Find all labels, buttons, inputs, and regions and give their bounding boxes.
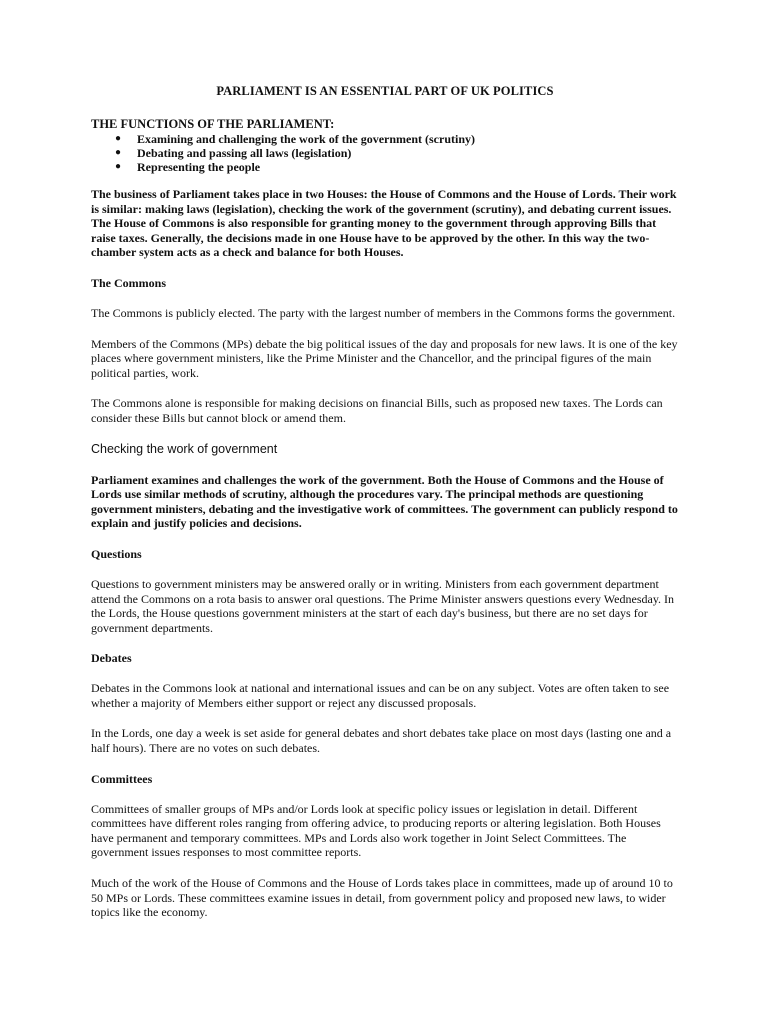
intro-paragraph: The business of Parliament takes place in two Houses: the House of Commons and the House of Lords. Their work is similar: making laws (legislation), checking the work of the government (scrutiny), and debating current issues. The House of Commons is also responsible for granting money to the government through approving Bills that raise taxes. Generally, the decisions made in one House have to be approved by the other. In this way the two-chamber system acts as a check and balance for both Houses. [91,187,677,260]
commons-paragraph-3: The Commons alone is responsible for making decisions on financial Bills, such as proposed new taxes. The Lords can consider these Bills but cannot block or amend them. [91,396,663,425]
checking-heading: Checking the work of government [91,441,278,456]
document-page [91,84,679,936]
bullet-icon: ● [115,147,122,158]
commons-heading: The Commons [91,275,167,290]
debates-paragraph-1: Debates in the Commons look at national and international issues and can be on any subject. Votes are often taken to see whether a majority of Members either support or reject any discussed proposals. [91,681,670,710]
functions-list [91,132,679,174]
committees-heading: Committees [91,771,153,786]
questions-heading: Questions [91,546,142,561]
bullet-icon: ● [115,133,122,144]
list-item: ● Debating and passing all laws (legislation) [115,146,352,160]
debates-heading: Debates [91,651,132,666]
document-title: PARLIAMENT IS AN ESSENTIAL PART OF UK POLITICS [216,84,554,98]
list-item: ● Representing the people [115,160,261,174]
bullet-icon: ● [115,161,122,172]
commons-paragraph-2: Members of the Commons (MPs) debate the big political issues of the day and proposals for new laws. It is one of the key places where government ministers, like the Prime Minister and the Chancellor, and the principal figures of the main political parties, work. [91,336,678,380]
list-item: ● Examining and challenging the work of the government (scrutiny) [115,132,476,146]
commons-paragraph-1: The Commons is publicly elected. The party with the largest number of members in the Commons forms the government. [91,305,676,320]
questions-paragraph: Questions to government ministers may be answered orally or in writing. Ministers from each government department attend the Commons on a rota basis to answer oral questions. The Prime Minister answers questions every Wednesday. In the Lords, the House questions government ministers at the start of each day's business, but there are no set days for government departments. [91,576,675,635]
debates-paragraph-2: In the Lords, one day a week is set aside for general debates and short debates take place on most days (lasting one and a half hours). There are no votes on such debates. [91,726,672,756]
checking-paragraph: Parliament examines and challenges the work of the government. Both the House of Commons and the House of Lords use similar methods of scrutiny, although the procedures vary. The principal methods are questioning government ministers, debating and the investigative work of committees. The government can publicly respond to explain and justify policies and decisions. [91,472,678,531]
committees-paragraph-1: Committees of smaller groups of MPs and/or Lords look at specific policy issues or legislation in detail. Different committees have different roles ranging from offering advice, to producing reports or altering legislation. Both Houses have permanent and temporary committees. MPs and Lords also work together in Joint Select Committees. The government issues responses to most committee reports. [91,801,661,860]
committees-paragraph-2: Much of the work of the House of Commons and the House of Lords takes place in committees, made up of around 10 to 50 MPs or Lords. These committees examine issues in detail, from government policy and proposed new laws, to wider topics like the economy. [91,876,673,920]
functions-heading: THE FUNCTIONS OF THE PARLIAMENT: [91,117,335,131]
